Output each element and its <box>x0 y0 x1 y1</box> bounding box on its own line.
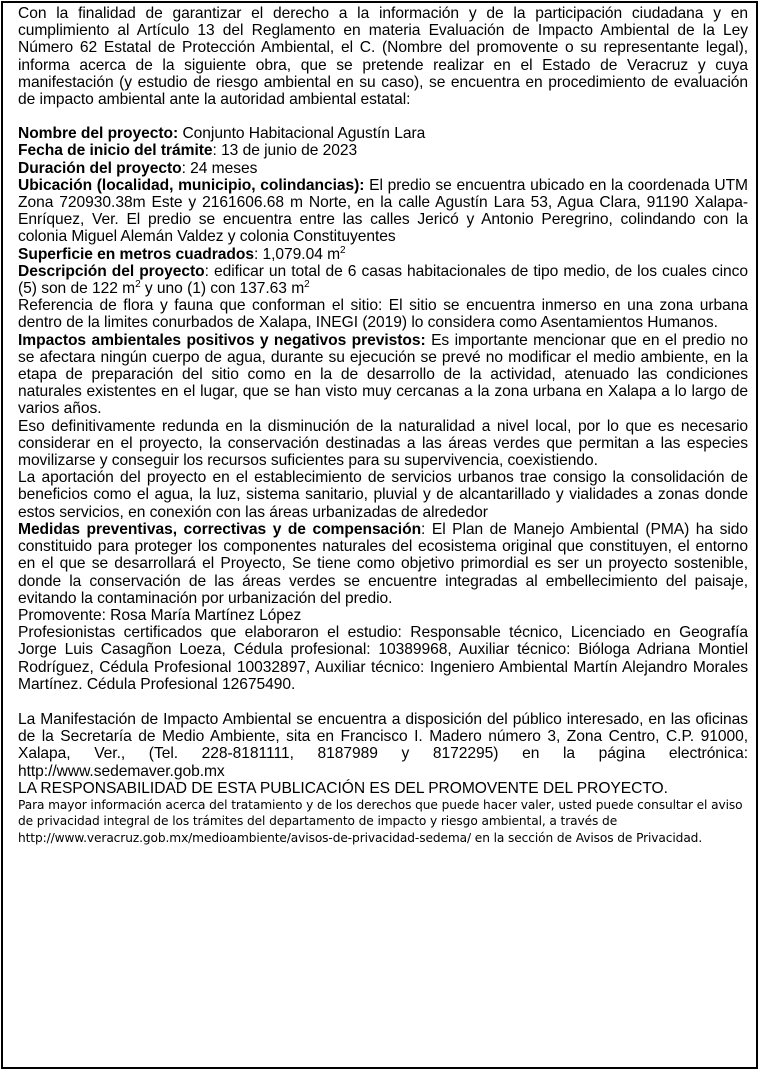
location-label: Ubicación (localidad, municipio, colindancias): <box>18 176 365 194</box>
promoter-line: Promovente: Rosa María Martínez López <box>18 606 302 624</box>
location-paragraph <box>18 177 748 246</box>
surface-unit-exponent: 2 <box>340 244 346 256</box>
duration-line <box>18 160 748 177</box>
start-date-value: : 13 de junio de 2023 <box>212 142 358 160</box>
impacts-paragraph-3: La aportación del proyecto en el establecimiento de servicios urbanos trae consigo la consolidación de beneficios como el agua, la luz, sistema sanitario, pluvial y de alcantarillado y vialidades a zonas donde estos servicios, en conexión con las áreas urbanizadas de alrededor <box>18 469 748 521</box>
location-value: El predio se encuentra ubicado en la coordenada UTM Zona 720930.38m Este y 2161606.68 m Norte, en la calle Agustín Lara 53, Agua Clara, 91190 Xalapa-Enríquez, Ver. El predio se encuentra entre las calles Jericó y Antonio Peregrino, colindando con la colonia Miguel Alemán Valdez y colonia Constituyentes <box>18 176 748 246</box>
public-notice <box>18 5 748 846</box>
measures-text: : El Plan de Manejo Ambiental (PMA) ha sido constituido para proteger los componentes naturales del ecosistema original que constituyen, el entorno en el que se desarrollará el Proyecto, Se tiene como objetivo primordial es ser un proyecto sostenible, donde la conservación de las áreas verdes se encuentre integradas al embellecimiento del paisaje, evitando la contaminación por urbanización del predio. <box>18 520 748 607</box>
description-value-1: : edificar un total de 6 casas habitacionales de tipo medio, de los cuales cinco (5) son de 122 m <box>18 262 748 298</box>
description-exponent-2: 2 <box>304 278 310 290</box>
description-label: Descripción del proyecto <box>18 262 205 280</box>
privacy-notice: Para mayor información acerca del tratamiento y de los derechos que puede hacer valer, usted puede consultar el aviso de privacidad integral de los trámites del departamento de impacto y riesgo ambiental, a través de http://www.veracruz.gob.mx/medioambiente/avisos-de-privacidad-sedema/ en la sección de Avisos de Privacidad. <box>18 797 743 845</box>
impacts-text: Es importante mencionar que en el predio no se afectara ningún cuerpo de agua, durante su ejecución se prevé no modificar el medio ambiente, en la etapa de preparación del sitio como en la de desarrollo de la actividad, atenuado las condiciones naturales existentes en el lugar, que se han visto muy cercanas a la zona urbana en Xalapa a lo largo de varios años. <box>18 331 748 418</box>
impacts-paragraph <box>18 332 748 418</box>
project-name-line <box>18 125 748 142</box>
project-name-value: Conjunto Habitacional Agustín Lara <box>178 125 426 143</box>
responsibility-notice: LA RESPONSABILIDAD DE ESTA PUBLICACIÓN ES DEL PROMOVENTE DEL PROYECTO. <box>18 779 668 797</box>
start-date-line <box>18 142 748 159</box>
measures-paragraph <box>18 521 748 607</box>
intro-paragraph: Con la finalidad de garantizar el derecho a la información y de la participación ciudadana y en cumplimiento al Artículo 13 del Reglamento en materia Evaluación de Impacto Ambiental de la Ley Número 62 Estatal de Protección Ambiental, el C. (Nombre del promovente o su representante legal), informa acerca de la siguiente obra, que se pretende realizar en el Estado de Veracruz y cuya manifestación (y estudio de riesgo ambiental en su caso), se encuentra en procedimiento de evaluación de impacto ambiental ante la autoridad ambiental estatal: <box>18 5 748 109</box>
description-value-2: y uno (1) con 137.63 m <box>140 280 305 298</box>
description-exponent-1: 2 <box>135 278 141 290</box>
surface-line <box>18 246 748 263</box>
measures-label: Medidas preventivas, correctivas y de compensación <box>18 520 422 538</box>
start-date-label: Fecha de inicio del trámite <box>18 142 213 160</box>
surface-value: : 1,079.04 m <box>253 245 341 263</box>
duration-value: : 24 meses <box>181 159 258 177</box>
spacer <box>18 693 748 711</box>
surface-label: Superficie en metros cuadrados <box>18 245 254 263</box>
impacts-label: Impactos ambientales positivos y negativos previstos: <box>18 331 426 349</box>
duration-label: Duración del proyecto <box>18 159 182 177</box>
project-name-label: Nombre del proyecto: <box>18 125 179 143</box>
description-paragraph <box>18 263 748 297</box>
spacer <box>18 108 748 125</box>
professionals-paragraph: Profesionistas certificados que elaboraron el estudio: Responsable técnico, Licenciado en Geografía Jorge Luis Casagñon Loeza, Cédula profesional: 10389968, Auxiliar técnico: Bióloga Adriana Montiel Rodríguez, Cédula Profesional 10032897, Auxiliar técnico: Ingeniero Ambiental Martín Alejandro Morales Martínez. Cédula Profesional 12675490. <box>18 624 748 693</box>
flora-fauna-paragraph: Referencia de flora y fauna que conforman el sitio: El sitio se encuentra inmerso en una zona urbana dentro de la limites conurbados de Xalapa, INEGI (2019) lo considera como Asentamientos Humanos. <box>18 297 748 332</box>
impacts-paragraph-2: Eso definitivamente redunda en la disminución de la naturalidad a nivel local, por lo que es necesario considerar en el proyecto, la conservación destinadas a las áreas verdes que permitan a las especies movilizarse y conseguir los recursos suficientes para su supervivencia, coexistiendo. <box>18 417 748 470</box>
availability-paragraph: La Manifestación de Impacto Ambiental se encuentra a disposición del público interesado, en las oficinas de la Secretaría de Medio Ambiente, sita en Francisco I. Madero número 3, Zona Centro, C.P. 91000, Xalapa, Ver., (Tel. 228-8181111, 8187989 y 8172295) en la página electrónica: http://www.sedemaver.gob.mx <box>18 710 748 780</box>
